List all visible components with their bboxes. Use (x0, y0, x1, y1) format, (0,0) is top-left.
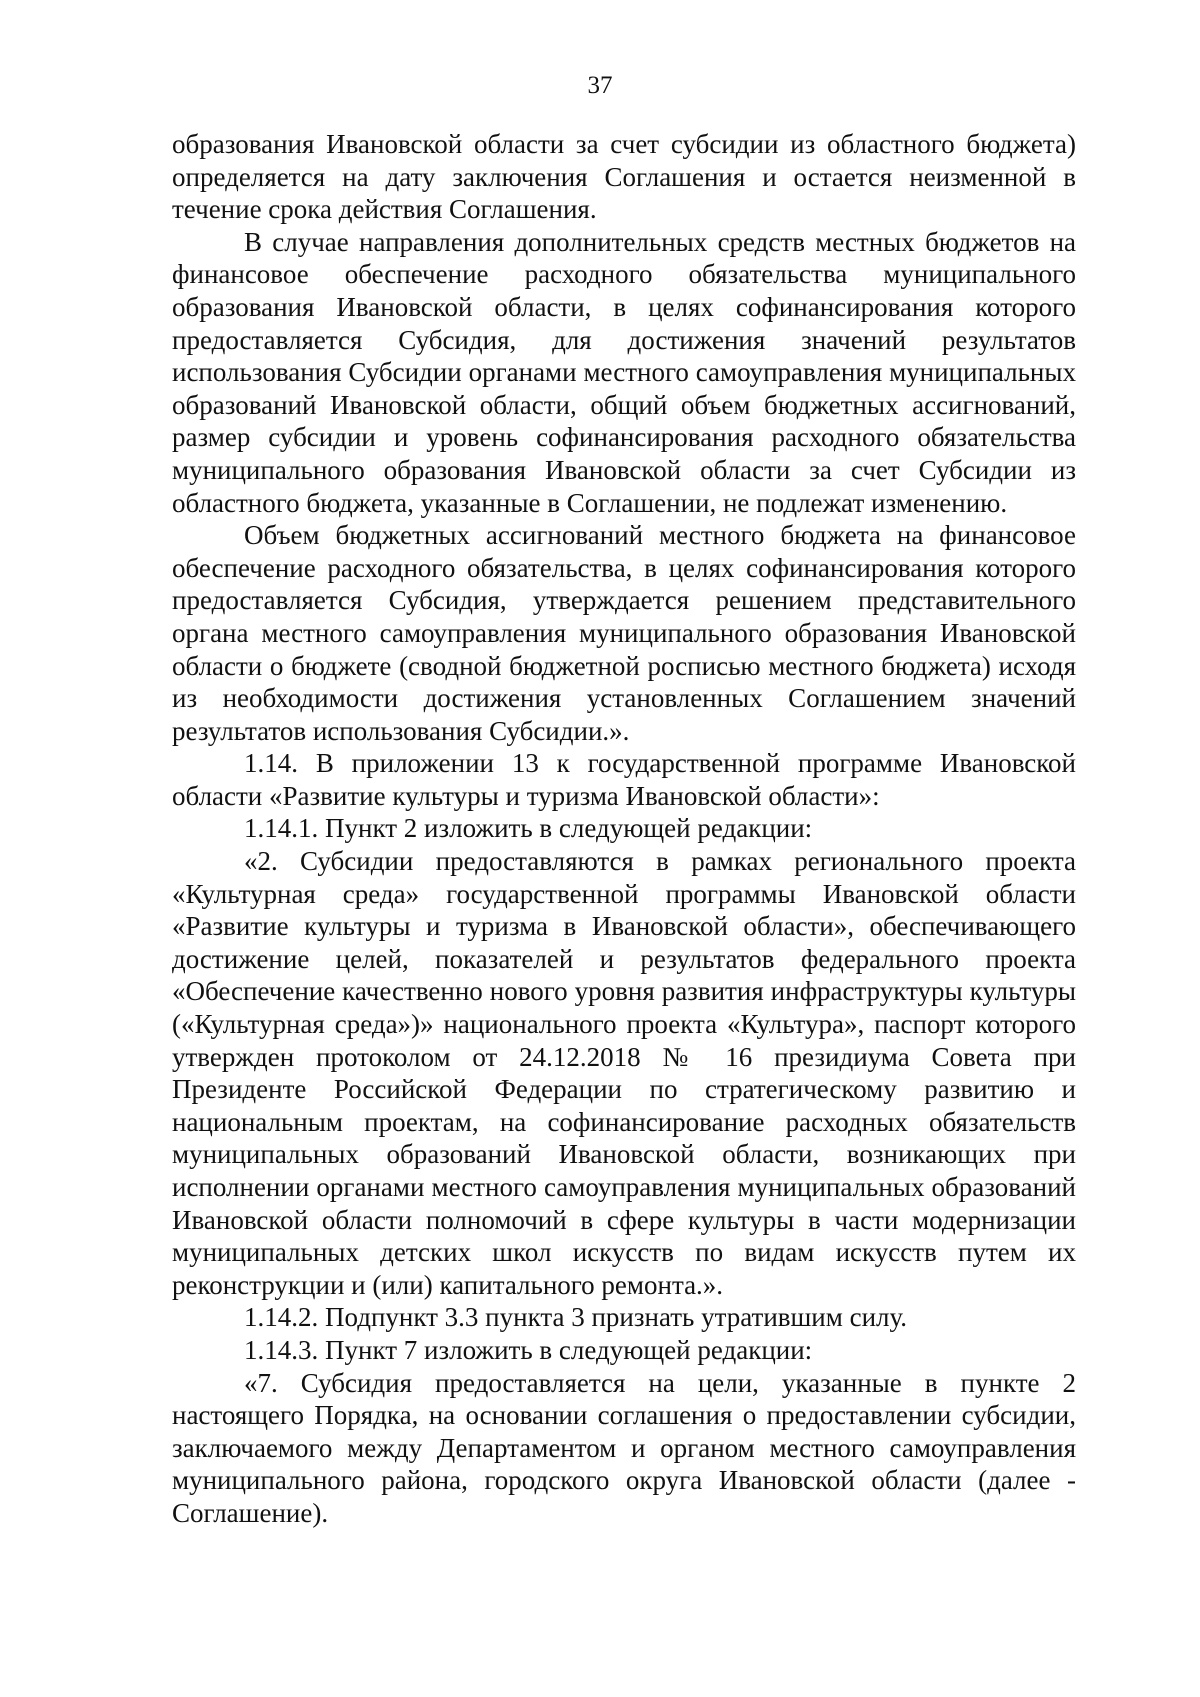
paragraph-point-7: «7. Субсидия предоставляется на цели, указанные в пункте 2 настоящего Порядка, на основании соглашения о предоставлении субсидии, заключаемого между Департаментом и органом местного самоуправления муниципального района, городского округа Ивановской области (далее - Соглашение). (172, 1367, 1076, 1528)
paragraph-additional-funds: В случае направления дополнительных средств местных бюджетов на финансовое обеспечение расходного обязательства муниципального образования Ивановской области, в целях софинансирования которого предоставляется Субсидия, для достижения значений результатов использования Субсидии органами местного самоуправления муниципальных образований Ивановской области, общий объем бюджетных ассигнований, размер субсидии и уровень софинансирования расходного обязательства муниципального образования Ивановской области за счет Субсидии из областного бюджета, указанные в Соглашении, не подлежат изменению. (172, 226, 1076, 518)
paragraph-continuation: образования Ивановской области за счет субсидии из областного бюджета) определяется на дату заключения Соглашения и остается неизменной в течение срока действия Соглашения. (172, 129, 1076, 225)
paragraph-point-2: «2. Субсидии предоставляются в рамках регионального проекта «Культурная среда» государственной программы Ивановской области «Развитие культуры и туризма в Ивановской области», обеспечивающего достижение целей, показателей и результатов федерального проекта «Обеспечение качественно нового уровня развития инфраструктуры культуры («Культурная среда»)» национального проекта «Культура», паспорт которого утвержден протоколом от 24.12.2018 № 16 президиума Совета при Президенте Российской Федерации по стратегическому развитию и национальным проектам, на софинансирование расходных обязательств муниципальных образований Ивановской области, возникающих при исполнении органами местного самоуправления муниципальных образований Ивановской области полномочий в сфере культуры в части модернизации муниципальных детских школ искусств по видам искусств путем их реконструкции и (или) капитального ремонта.». (172, 846, 1076, 1300)
page-number: 37 (587, 72, 613, 99)
paragraph-item-1-14-1: 1.14.1. Пункт 2 изложить в следующей редакции: (244, 813, 813, 844)
paragraph-budget-volume: Объем бюджетных ассигнований местного бюджета на финансовое обеспечение расходного обязательства, в целях софинансирования которого предоставляется Субсидия, утверждается решением представительного органа местного самоуправления муниципального образования Ивановской области о бюджете (сводной бюджетной росписью местного бюджета) исходя из необходимости достижения установленных Соглашением значений результатов использования Субсидии.». (172, 520, 1076, 746)
paragraph-item-1-14-3: 1.14.3. Пункт 7 изложить в следующей редакции: (244, 1334, 813, 1365)
paragraph-item-1-14-2: 1.14.2. Подпункт 3.3 пункта 3 признать утратившим силу. (244, 1302, 908, 1333)
document-body (172, 128, 1076, 1530)
paragraph-item-1-14: 1.14. В приложении 13 к государственной программе Ивановской области «Развитие культуры и туризма Ивановской области»: (172, 748, 1076, 811)
